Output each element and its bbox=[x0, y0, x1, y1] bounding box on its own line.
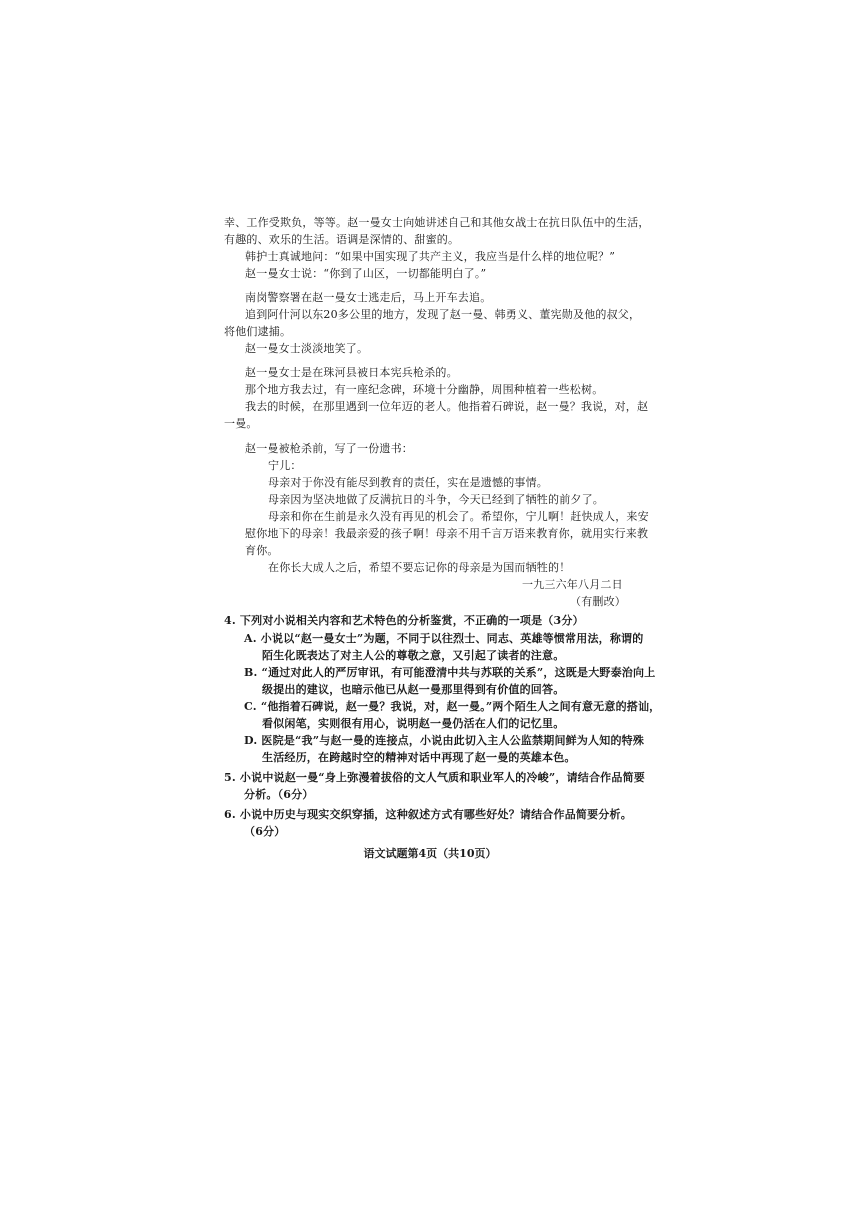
passage-line: 南岗警察署在赵一曼女士逃走后，马上开车去追。 bbox=[245, 291, 492, 304]
letter-line: 育你。 bbox=[245, 544, 279, 557]
question-4-option-d: D. 医院是“我”与赵一曼的连接点，小说由此切入主人公监禁期间鲜为人知的特殊 bbox=[244, 734, 645, 747]
question-4-option-a-cont: 陌生化既表达了对主人公的尊敬之意，又引起了读者的注意。 bbox=[262, 649, 565, 662]
letter-line: 在你长大成人之后，希望不要忘记你的母亲是为国而牺牲的！ bbox=[268, 561, 571, 574]
passage-line: 赵一曼女士是在珠河县被日本宪兵枪杀的。 bbox=[245, 366, 458, 379]
question-5: 5. 小说中说赵一曼“身上弥漫着拔俗的文人气质和职业军人的冷峻”，请结合作品简要 bbox=[224, 771, 645, 784]
question-4-stem: 4. 下列对小说相关内容和艺术特色的分析鉴赏，不正确的一项是（3分） bbox=[224, 614, 584, 627]
question-4-option-a: A. 小说以“赵一曼女士”为题，不同于以往烈士、同志、英雄等惯常用法，称谓的 bbox=[244, 632, 644, 645]
source-note: （有删改） bbox=[570, 595, 626, 608]
passage-line: 韩护士真诚地问：“如果中国实现了共产主义，我应当是什么样的地位呢？” bbox=[245, 250, 616, 263]
letter-line: 母亲对于你没有能尽到教育的责任，实在是遗憾的事情。 bbox=[268, 476, 548, 489]
letter-greeting: 宁儿： bbox=[268, 459, 302, 472]
letter-date: 一九三六年八月二日 bbox=[522, 578, 623, 591]
passage-line: 幸、工作受欺负，等等。赵一曼女士向她讲述自己和其他女战士在抗日队伍中的生活， bbox=[224, 216, 650, 229]
passage-line: 追到阿什河以东20多公里的地方，发现了赵一曼、韩勇义、董宪勋及他的叔父， bbox=[245, 308, 641, 321]
question-4-option-c-cont: 看似闲笔，实则很有用心，说明赵一曼仍活在人们的记忆里。 bbox=[262, 717, 565, 730]
letter-line: 慰你地下的母亲！我最亲爱的孩子啊！母亲不用千言万语来教育你，就用实行来教 bbox=[245, 527, 649, 540]
question-4-option-b-cont: 级提出的建议，也暗示他已从赵一曼那里得到有价值的回答。 bbox=[262, 683, 565, 696]
question-4-option-b: B. “通过对此人的严厉审讯，有可能澄清中共与苏联的关系”，这既是大野泰治向上 bbox=[244, 666, 656, 679]
question-4-option-c: C. “他指着石碑说，赵一曼？我说，对，赵一曼。”两个陌生人之间有意无意的搭讪， bbox=[244, 700, 661, 713]
passage-line: 赵一曼女士淡淡地笑了。 bbox=[245, 342, 369, 355]
page-footer: 语文试题第4页（共10页） bbox=[363, 847, 497, 860]
passage-line: 一曼。 bbox=[224, 417, 258, 430]
question-4-option-d-cont: 生活经历，在跨越时空的精神对话中再现了赵一曼的英雄本色。 bbox=[262, 751, 576, 764]
passage-line: 赵一曼女士说：“你到了山区，一切都能明白了。” bbox=[245, 267, 487, 280]
letter-line: 母亲和你在生前是永久没有再见的机会了。希望你，宁儿啊！赶快成人，来安 bbox=[268, 510, 649, 523]
passage-line: 那个地方我去过，有一座纪念碑，环境十分幽静，周围种植着一些松树。 bbox=[245, 383, 604, 396]
question-6: 6. 小说中历史与现实交织穿插，这种叙述方式有哪些好处？请结合作品简要分析。 bbox=[224, 808, 632, 821]
passage-line: 将他们逮捕。 bbox=[224, 325, 292, 338]
question-5-cont: 分析。（6分） bbox=[244, 788, 314, 801]
passage-line: 赵一曼被枪杀前，写了一份遗书： bbox=[245, 442, 413, 455]
question-6-cont: （6分） bbox=[244, 825, 286, 838]
letter-line: 母亲因为坚决地做了反满抗日的斗争，今天已经到了牺牲的前夕了。 bbox=[268, 493, 604, 506]
passage-line: 有趣的、欢乐的生活。语调是深情的、甜蜜的。 bbox=[224, 233, 460, 246]
passage-line: 我去的时候，在那里遇到一位年迈的老人。他指着石碑说，赵一曼？我说，对，赵 bbox=[245, 400, 649, 413]
